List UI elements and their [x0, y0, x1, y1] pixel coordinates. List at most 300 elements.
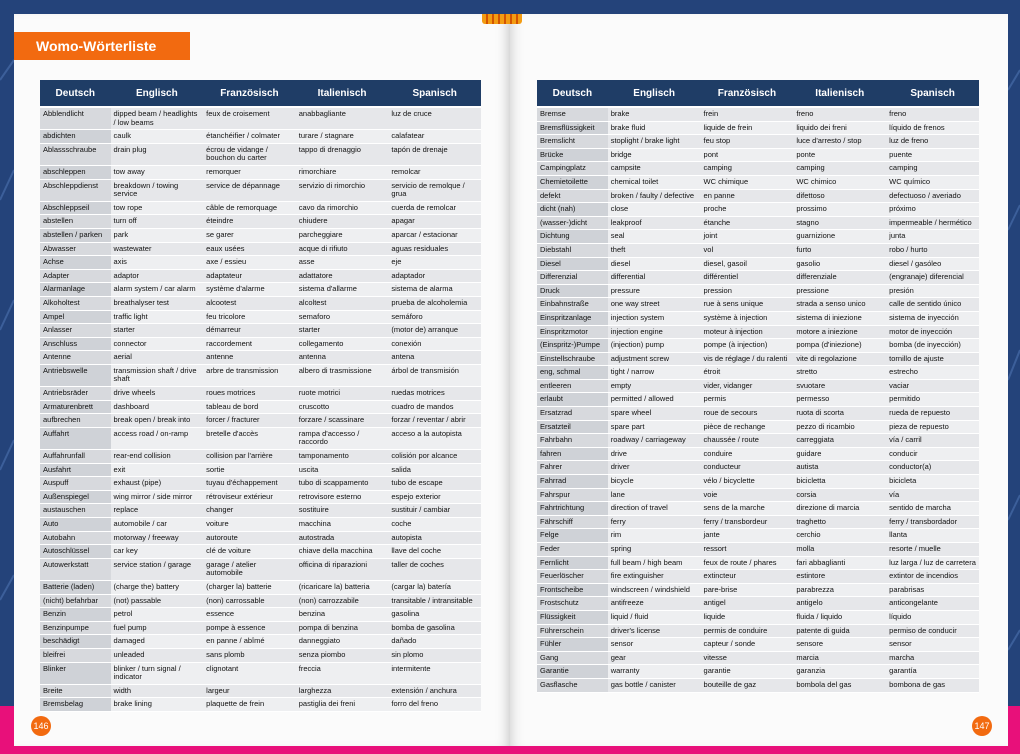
cell-franzoesisch: diesel, gasoil — [701, 257, 794, 271]
cell-englisch: gear — [608, 651, 701, 665]
cell-englisch: fire extinguisher — [608, 570, 701, 584]
cell-deutsch: Bremsbelag — [40, 698, 111, 712]
table-row — [40, 463, 481, 477]
cell-spanisch: taller de coches — [388, 558, 481, 580]
cell-spanisch: luz larga / luz de carretera — [886, 556, 979, 570]
table-row — [537, 189, 979, 203]
cell-spanisch: permitido — [886, 393, 979, 407]
cell-franzoesisch: en panne — [701, 189, 794, 203]
cell-englisch: (charge the) battery — [111, 580, 204, 594]
cell-italienisch: parcheggiare — [296, 228, 389, 242]
cell-deutsch: (nicht) befahrbar — [40, 594, 111, 608]
cell-italienisch: tamponamento — [296, 450, 389, 464]
cell-italienisch: corsia — [793, 488, 886, 502]
cell-englisch: ferry — [608, 515, 701, 529]
table-row — [40, 427, 481, 449]
cell-franzoesisch: câble de remorquage — [203, 201, 296, 215]
cell-deutsch: abstellen / parken — [40, 228, 111, 242]
table-row — [537, 651, 979, 665]
cell-franzoesisch: étanche — [701, 216, 794, 230]
cell-spanisch: sustituir / cambiar — [388, 504, 481, 518]
cell-englisch: bridge — [608, 148, 701, 162]
cell-deutsch: abschleppen — [40, 165, 111, 179]
cell-deutsch: bleifrei — [40, 648, 111, 662]
cell-italienisch: camping — [793, 162, 886, 176]
table-row — [537, 529, 979, 543]
cell-franzoesisch: WC chimique — [701, 175, 794, 189]
cell-spanisch: motor de inyección — [886, 325, 979, 339]
cell-spanisch: diesel / gasóleo — [886, 257, 979, 271]
table-row — [537, 502, 979, 516]
cell-deutsch: Antenne — [40, 351, 111, 365]
cell-italienisch: starter — [296, 324, 389, 338]
cell-englisch: brake lining — [111, 698, 204, 712]
cell-franzoesisch: étroit — [701, 366, 794, 380]
cell-franzoesisch: permis — [701, 393, 794, 407]
cell-englisch: turn off — [111, 215, 204, 229]
cell-italienisch: antenna — [296, 351, 389, 365]
cell-franzoesisch: garage / atelier automobile — [203, 558, 296, 580]
cell-italienisch: patente di guida — [793, 624, 886, 638]
cell-deutsch: entleeren — [537, 379, 608, 393]
table-row — [40, 256, 481, 270]
cell-franzoesisch: voie — [701, 488, 794, 502]
cell-englisch: rim — [608, 529, 701, 543]
table-row — [537, 298, 979, 312]
table-row — [40, 477, 481, 491]
cell-franzoesisch: feux de croisement — [203, 107, 296, 130]
cell-englisch: dipped beam / headlights / low beams — [111, 107, 204, 130]
cell-deutsch: Fahrer — [537, 461, 608, 475]
cell-englisch: gas bottle / canister — [608, 678, 701, 692]
cell-franzoesisch: pièce de rechange — [701, 420, 794, 434]
cell-franzoesisch: sens de la marche — [701, 502, 794, 516]
table-row — [40, 580, 481, 594]
cell-italienisch: alcoltest — [296, 296, 389, 310]
vocab-rows-left — [40, 107, 481, 711]
col-header-italienisch: Italienisch — [793, 80, 886, 107]
cell-deutsch: Ausfahrt — [40, 463, 111, 477]
cell-englisch: petrol — [111, 608, 204, 622]
cell-englisch: starter — [111, 324, 204, 338]
cell-spanisch: camping — [886, 162, 979, 176]
cell-deutsch: Armaturenbrett — [40, 400, 111, 414]
table-header-row — [40, 80, 481, 107]
table-row — [537, 678, 979, 692]
table-row — [537, 162, 979, 176]
table-row — [40, 504, 481, 518]
cell-italienisch: pompa (d'iniezione) — [793, 339, 886, 353]
cell-franzoesisch: en panne / abîmé — [203, 635, 296, 649]
cell-italienisch: estintore — [793, 570, 886, 584]
cell-englisch: full beam / high beam — [608, 556, 701, 570]
cell-deutsch: Autobahn — [40, 531, 111, 545]
table-row — [40, 107, 481, 130]
cell-italienisch: chiudere — [296, 215, 389, 229]
table-row — [537, 325, 979, 339]
cell-spanisch: autopista — [388, 531, 481, 545]
cell-deutsch: Fahrspur — [537, 488, 608, 502]
cell-englisch: sensor — [608, 638, 701, 652]
cell-deutsch: Druck — [537, 284, 608, 298]
cell-deutsch: Fahrrad — [537, 475, 608, 489]
cell-deutsch: eng, schmal — [537, 366, 608, 380]
cell-deutsch: Auffahrt — [40, 427, 111, 449]
table-row — [537, 107, 979, 121]
table-row — [40, 698, 481, 712]
cell-franzoesisch: forcer / fracturer — [203, 414, 296, 428]
cell-englisch: automobile / car — [111, 518, 204, 532]
table-row — [40, 545, 481, 559]
cell-italienisch: uscita — [296, 463, 389, 477]
cell-italienisch: autista — [793, 461, 886, 475]
cell-franzoesisch: bouteille de gaz — [701, 678, 794, 692]
cell-spanisch: vía / carril — [886, 434, 979, 448]
table-row — [537, 638, 979, 652]
cell-spanisch: garantía — [886, 665, 979, 679]
cell-franzoesisch: clignotant — [203, 662, 296, 684]
cell-franzoesisch: rétroviseur extérieur — [203, 490, 296, 504]
table-row — [40, 684, 481, 698]
col-header-deutsch: Deutsch — [40, 80, 111, 107]
col-header-franzoesisch: Französisch — [203, 80, 296, 107]
cell-italienisch: differenziale — [793, 271, 886, 285]
cell-franzoesisch: système à injection — [701, 311, 794, 325]
cell-deutsch: Benzinpumpe — [40, 621, 111, 635]
cell-franzoesisch: tableau de bord — [203, 400, 296, 414]
cell-italienisch: cerchio — [793, 529, 886, 543]
cell-deutsch: Abwasser — [40, 242, 111, 256]
cell-italienisch: albero di trasmissione — [296, 364, 389, 386]
cell-franzoesisch: chaussée / route — [701, 434, 794, 448]
cell-spanisch: remolcar — [388, 165, 481, 179]
cell-englisch: caulk — [111, 130, 204, 144]
cell-italienisch: pressione — [793, 284, 886, 298]
cell-italienisch: senza piombo — [296, 648, 389, 662]
cell-spanisch: cuerda de remolcar — [388, 201, 481, 215]
table-row — [537, 475, 979, 489]
cell-italienisch: marcia — [793, 651, 886, 665]
cell-franzoesisch: pont — [701, 148, 794, 162]
table-row — [40, 364, 481, 386]
table-row — [40, 269, 481, 283]
cell-franzoesisch: largeur — [203, 684, 296, 698]
cell-franzoesisch: changer — [203, 504, 296, 518]
cell-englisch: diesel — [608, 257, 701, 271]
cell-spanisch: sistema de alarma — [388, 283, 481, 297]
cell-englisch: roadway / carriageway — [608, 434, 701, 448]
cell-deutsch: Alkoholtest — [40, 296, 111, 310]
cell-spanisch: extensión / anchura — [388, 684, 481, 698]
cell-deutsch: Frontscheibe — [537, 583, 608, 597]
cell-italienisch: rimorchiare — [296, 165, 389, 179]
table-row — [40, 414, 481, 428]
table-row — [537, 203, 979, 217]
table-row — [537, 311, 979, 325]
cell-italienisch: garanzia — [793, 665, 886, 679]
cell-spanisch: freno — [886, 107, 979, 121]
table-row — [537, 379, 979, 393]
cell-deutsch: Garantie — [537, 665, 608, 679]
table-row — [40, 558, 481, 580]
cell-italienisch: sensore — [793, 638, 886, 652]
table-row — [40, 490, 481, 504]
cell-italienisch: turare / stagnare — [296, 130, 389, 144]
cell-deutsch: abdichten — [40, 130, 111, 144]
table-row — [40, 310, 481, 324]
cell-deutsch: austauschen — [40, 504, 111, 518]
cell-englisch: service station / garage — [111, 558, 204, 580]
cell-deutsch: Dichtung — [537, 230, 608, 244]
cell-franzoesisch: permis de conduire — [701, 624, 794, 638]
cell-franzoesisch: éteindre — [203, 215, 296, 229]
cell-deutsch: (wasser-)dicht — [537, 216, 608, 230]
cell-deutsch: Alarmanlage — [40, 283, 111, 297]
cell-italienisch: danneggiato — [296, 635, 389, 649]
cell-deutsch: Einspritzmotor — [537, 325, 608, 339]
cell-italienisch: pastiglia dei freni — [296, 698, 389, 712]
cell-spanisch: intermitente — [388, 662, 481, 684]
cell-spanisch: junta — [886, 230, 979, 244]
cell-franzoesisch: roues motrices — [203, 387, 296, 401]
table-row — [40, 635, 481, 649]
cell-spanisch: pieza de repuesto — [886, 420, 979, 434]
cell-deutsch: Fahrbahn — [537, 434, 608, 448]
cell-italienisch: fari abbaglianti — [793, 556, 886, 570]
cell-englisch: chemical toilet — [608, 175, 701, 189]
cell-deutsch: Brücke — [537, 148, 608, 162]
col-header-spanisch: Spanisch — [388, 80, 481, 107]
table-row — [40, 648, 481, 662]
cell-spanisch: rueda de repuesto — [886, 407, 979, 421]
table-row — [40, 387, 481, 401]
cell-italienisch: pezzo di ricambio — [793, 420, 886, 434]
cell-spanisch: semáforo — [388, 310, 481, 324]
cell-franzoesisch: vider, vidanger — [701, 379, 794, 393]
cell-deutsch: Abblendlicht — [40, 107, 111, 130]
cell-englisch: access road / on-ramp — [111, 427, 204, 449]
cell-franzoesisch: capteur / sonde — [701, 638, 794, 652]
cell-englisch: windscreen / windshield — [608, 583, 701, 597]
cell-spanisch: próximo — [886, 203, 979, 217]
cell-spanisch: bicicleta — [886, 475, 979, 489]
cell-englisch: close — [608, 203, 701, 217]
col-header-englisch: Englisch — [608, 80, 701, 107]
cell-franzoesisch: différentiel — [701, 271, 794, 285]
table-row — [537, 434, 979, 448]
cell-spanisch: (cargar la) batería — [388, 580, 481, 594]
cell-italienisch: collegamento — [296, 337, 389, 351]
table-row — [537, 610, 979, 624]
cell-franzoesisch: service de dépannage — [203, 179, 296, 201]
table-row — [40, 179, 481, 201]
cell-franzoesisch: feux de route / phares — [701, 556, 794, 570]
cell-italienisch: tappo di drenaggio — [296, 143, 389, 165]
cell-deutsch: Diesel — [537, 257, 608, 271]
cell-englisch: dashboard — [111, 400, 204, 414]
table-row — [537, 148, 979, 162]
cell-deutsch: fahren — [537, 447, 608, 461]
cell-franzoesisch: (non) carrossable — [203, 594, 296, 608]
table-row — [40, 450, 481, 464]
cell-italienisch: adattatore — [296, 269, 389, 283]
cell-englisch: liquid / fluid — [608, 610, 701, 624]
cell-deutsch: Felge — [537, 529, 608, 543]
cell-englisch: traffic light — [111, 310, 204, 324]
cell-deutsch: Einspritzanlage — [537, 311, 608, 325]
cell-deutsch: Diebstahl — [537, 243, 608, 257]
table-row — [537, 175, 979, 189]
table-row — [537, 284, 979, 298]
cell-deutsch: Ersatzteil — [537, 420, 608, 434]
cell-italienisch: officina di riparazioni — [296, 558, 389, 580]
cell-italienisch: chiave della macchina — [296, 545, 389, 559]
cell-franzoesisch: frein — [701, 107, 794, 121]
cell-spanisch: llanta — [886, 529, 979, 543]
cell-englisch: driver's license — [608, 624, 701, 638]
cell-englisch: alarm system / car alarm — [111, 283, 204, 297]
cell-englisch: damaged — [111, 635, 204, 649]
table-row — [40, 594, 481, 608]
cell-spanisch: luz de freno — [886, 135, 979, 149]
cell-franzoesisch: vol — [701, 243, 794, 257]
cell-franzoesisch: vélo / bicyclette — [701, 475, 794, 489]
cell-spanisch: vía — [886, 488, 979, 502]
cell-franzoesisch: autoroute — [203, 531, 296, 545]
cell-spanisch: ferry / transbordador — [886, 515, 979, 529]
cell-italienisch: asse — [296, 256, 389, 270]
cell-englisch: motorway / freeway — [111, 531, 204, 545]
cell-franzoesisch: ressort — [701, 543, 794, 557]
cell-italienisch: rampa d'accesso / raccordo — [296, 427, 389, 449]
cell-franzoesisch: sans plomb — [203, 648, 296, 662]
cell-italienisch: freccia — [296, 662, 389, 684]
cell-deutsch: Feuerlöscher — [537, 570, 608, 584]
cell-englisch: tight / narrow — [608, 366, 701, 380]
cell-franzoesisch: joint — [701, 230, 794, 244]
cell-franzoesisch: pompe à essence — [203, 621, 296, 635]
table-row — [537, 515, 979, 529]
cell-englisch: direction of travel — [608, 502, 701, 516]
cell-italienisch: carreggiata — [793, 434, 886, 448]
cell-italienisch: servizio di rimorchio — [296, 179, 389, 201]
cell-deutsch: Fernlicht — [537, 556, 608, 570]
cell-franzoesisch: eaux usées — [203, 242, 296, 256]
cell-spanisch: puente — [886, 148, 979, 162]
cell-italienisch: strada a senso unico — [793, 298, 886, 312]
table-row — [537, 461, 979, 475]
table-row — [537, 543, 979, 557]
cell-deutsch: Ersatzrad — [537, 407, 608, 421]
cell-italienisch: vite di regolazione — [793, 352, 886, 366]
cell-italienisch: anabbagliante — [296, 107, 389, 130]
cell-franzoesisch: proche — [701, 203, 794, 217]
table-row — [40, 608, 481, 622]
cell-englisch: drive — [608, 447, 701, 461]
table-row — [537, 243, 979, 257]
cell-spanisch: bomba (de inyección) — [886, 339, 979, 353]
table-row — [40, 242, 481, 256]
cell-italienisch: difettoso — [793, 189, 886, 203]
cell-spanisch: aguas residuales — [388, 242, 481, 256]
cell-franzoesisch: axe / essieu — [203, 256, 296, 270]
cell-englisch: unleaded — [111, 648, 204, 662]
cell-italienisch: luce d'arresto / stop — [793, 135, 886, 149]
page-tab-decoration — [482, 14, 510, 24]
cell-franzoesisch: bretelle d'accès — [203, 427, 296, 449]
cell-spanisch: robo / hurto — [886, 243, 979, 257]
cell-franzoesisch: conducteur — [701, 461, 794, 475]
cell-franzoesisch: (charger la) batterie — [203, 580, 296, 594]
table-row — [537, 665, 979, 679]
cell-franzoesisch: antigel — [701, 597, 794, 611]
table-row — [537, 257, 979, 271]
vocab-table-right — [537, 80, 979, 693]
cell-englisch: differential — [608, 271, 701, 285]
cell-deutsch: (Einspritz-)Pumpe — [537, 339, 608, 353]
cell-englisch: connector — [111, 337, 204, 351]
cell-italienisch: permesso — [793, 393, 886, 407]
table-row — [537, 352, 979, 366]
col-header-deutsch: Deutsch — [537, 80, 608, 107]
cell-spanisch: WC químico — [886, 175, 979, 189]
cell-deutsch: Blinker — [40, 662, 111, 684]
cell-franzoesisch: garantie — [701, 665, 794, 679]
cell-deutsch: Batterie (laden) — [40, 580, 111, 594]
cell-spanisch: impermeable / hermético — [886, 216, 979, 230]
cell-englisch: stoplight / brake light — [608, 135, 701, 149]
cell-franzoesisch: collision par l'arrière — [203, 450, 296, 464]
section-title: Womo-Wörterliste — [14, 32, 190, 60]
cell-spanisch: acceso a la autopista — [388, 427, 481, 449]
cell-italienisch: macchina — [296, 518, 389, 532]
cell-italienisch: sostituire — [296, 504, 389, 518]
cell-englisch: adaptor — [111, 269, 204, 283]
cell-englisch: bicycle — [608, 475, 701, 489]
cell-englisch: fuel pump — [111, 621, 204, 635]
cell-spanisch: luz de cruce — [388, 107, 481, 130]
cell-italienisch: bombola del gas — [793, 678, 886, 692]
cell-deutsch: Einbahnstraße — [537, 298, 608, 312]
cell-spanisch: marcha — [886, 651, 979, 665]
cell-deutsch: Abschleppseil — [40, 201, 111, 215]
cell-italienisch: stretto — [793, 366, 886, 380]
table-row — [537, 488, 979, 502]
page-number: 147 — [972, 716, 992, 736]
cell-spanisch: líquido de frenos — [886, 121, 979, 135]
cell-englisch: car key — [111, 545, 204, 559]
cell-italienisch: molla — [793, 543, 886, 557]
cell-spanisch: sistema de inyección — [886, 311, 979, 325]
cell-deutsch: beschädigt — [40, 635, 111, 649]
cell-deutsch: Führerschein — [537, 624, 608, 638]
cell-franzoesisch: roue de secours — [701, 407, 794, 421]
cell-spanisch: tubo de escape — [388, 477, 481, 491]
cell-italienisch: retrovisore esterno — [296, 490, 389, 504]
cell-franzoesisch: démarreur — [203, 324, 296, 338]
cell-spanisch: antena — [388, 351, 481, 365]
cell-franzoesisch: vitesse — [701, 651, 794, 665]
cell-englisch: empty — [608, 379, 701, 393]
cell-italienisch: freno — [793, 107, 886, 121]
table-row — [537, 407, 979, 421]
cell-franzoesisch: moteur à injection — [701, 325, 794, 339]
cell-englisch: injection engine — [608, 325, 701, 339]
cell-franzoesisch: pompe (à injection) — [701, 339, 794, 353]
cell-englisch: leakproof — [608, 216, 701, 230]
cell-franzoesisch: étanchéifier / colmater — [203, 130, 296, 144]
cell-englisch: drive wheels — [111, 387, 204, 401]
